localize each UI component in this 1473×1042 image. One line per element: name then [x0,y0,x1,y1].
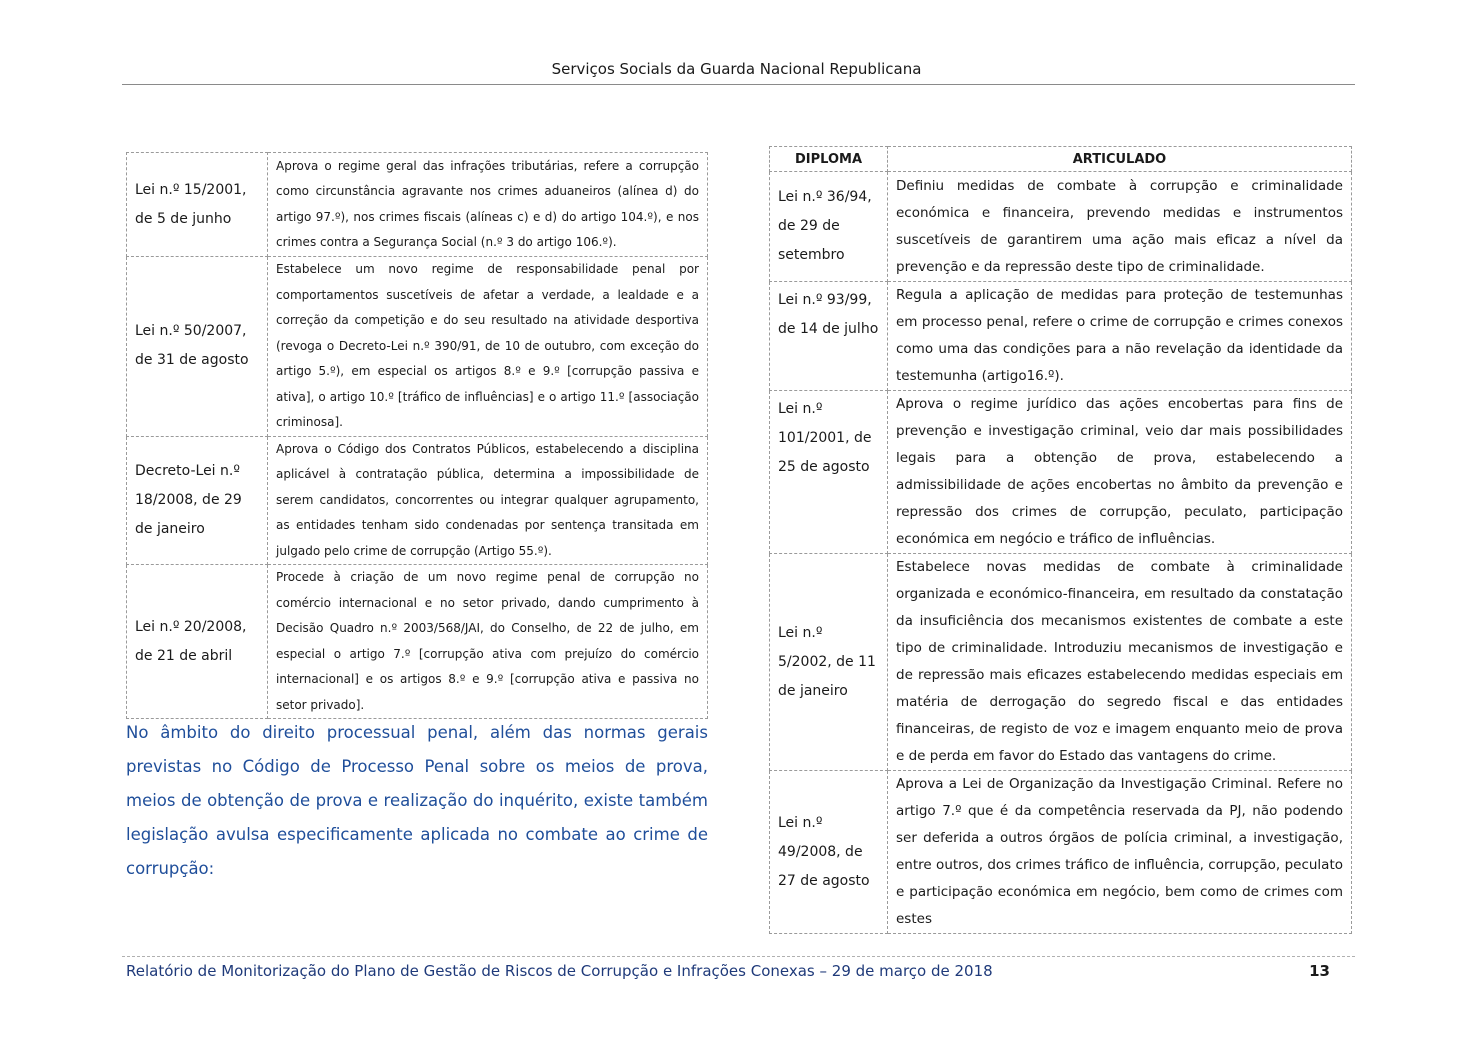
table-row [770,282,1352,391]
footer-report-title: Relatório de Monitorização do Plano de Gestão de Riscos de Corrupção e Infrações Conexas – 29 de março de 2018 [126,962,993,980]
diploma-cell: Lei n.º 20/2008, de 21 de abril [127,565,268,719]
body-paragraph: No âmbito do direito processual penal, além das normas gerais previstas no Código de Processo Penal sobre os meios de prova, meios de obtenção de prova e realização do inquérito, existe também legislação avulsa especificamente aplicada no combate ao crime de corrupção: [126,723,708,878]
diploma-cell: Lei n.º 5/2002, de 11 de janeiro [770,554,888,771]
page-header-title: Serviços Socials da Guarda Nacional Republicana [551,60,922,78]
footer-divider [122,956,1355,957]
articulado-cell: Definiu medidas de combate à corrupção e criminalidade económica e financeira, prevendo medidas e instrumentos suscetíveis de garantirem uma ação mais eficaz a nível da prevenção e da repressão deste tipo de criminalidade. [888,172,1352,282]
articulado-cell: Aprova o regime geral das infrações tributárias, refere a corrupção como circunstância agravante nos crimes aduaneiros (alínea d) do artigo 97.º), nos crimes fiscais (alíneas c) e d) do artigo 104.º), e nos crimes contra a Segurança Social (n.º 3 do artigo 106.º). [268,153,708,257]
table-row [770,771,1352,934]
table-header-row [770,147,1352,172]
table-row [127,565,708,719]
diploma-cell: Lei n.º 15/2001, de 5 de junho [127,153,268,257]
articulado-cell: Aprova o Código dos Contratos Públicos, estabelecendo a disciplina aplicável à contratação pública, determina a impossibilidade de serem candidatos, concorrentes ou integrar qualquer agrupamento, as entidades tenham sido condenadas por sentença transitada em julgado pelo crime de corrupção (Artigo 55.º). [268,436,708,565]
table-row [770,391,1352,554]
column-header-articulado: ARTICULADO [888,147,1352,172]
right-legislation-table [769,146,1352,934]
left-legislation-table [126,152,708,719]
diploma-cell: Lei n.º 49/2008, de 27 de agosto [770,771,888,934]
articulado-cell: Aprova o regime jurídico das ações encobertas para fins de prevenção e investigação criminal, veio dar mais possibilidades legais para a obtenção de prova, estabelecendo a admissibilidade de ações encobertas no âmbito da prevenção e repressão dos crimes de corrupção, peculato, participação económica em negócio e tráfico de influências. [888,391,1352,554]
diploma-cell: Decreto-Lei n.º 18/2008, de 29 de janeiro [127,436,268,565]
diploma-cell: Lei n.º 93/99, de 14 de julho [770,282,888,391]
diploma-cell: Lei n.º 101/2001, de 25 de agosto [770,391,888,554]
page-number: 13 [1309,962,1330,980]
column-header-diploma: DIPLOMA [770,147,888,172]
articulado-cell: Regula a aplicação de medidas para proteção de testemunhas em processo penal, refere o crime de corrupção e crimes conexos como uma das condições para a não revelação da identidade da testemunha (artigo16.º). [888,282,1352,391]
articulado-cell: Estabelece um novo regime de responsabilidade penal por comportamentos suscetíveis de afetar a verdade, a lealdade e a correção da competição e do seu resultado na atividade desportiva (revoga o Decreto-Lei n.º 390/91, de 10 de outubro, com exceção do artigo 5.º), em especial os artigos 8.º e 9.º [corrupção passiva e ativa], o artigo 10.º [tráfico de influências] e o artigo 11.º [associação criminosa]. [268,257,708,437]
table-row [127,436,708,565]
diploma-cell: Lei n.º 50/2007, de 31 de agosto [127,257,268,437]
articulado-cell: Estabelece novas medidas de combate à criminalidade organizada e económico-financeira, em resultado da constatação da insuficiência dos mecanismos existentes de combate a este tipo de criminalidade. Introduziu mecanismos de investigação e de repressão mais eficazes estabelecendo medidas especiais em matéria de derrogação do segredo fiscal e das entidades financeiras, de registo de voz e imagem enquanto meio de prova e de perda em favor do Estado das vantagens do crime. [888,554,1352,771]
table-row [770,172,1352,282]
diploma-cell: Lei n.º 36/94, de 29 de setembro [770,172,888,282]
table-row [127,153,708,257]
table-row [770,554,1352,771]
header-divider [122,84,1355,85]
table-row [127,257,708,437]
articulado-cell: Aprova a Lei de Organização da Investigação Criminal. Refere no artigo 7.º que é da competência reservada da PJ, não podendo ser deferida a outros órgãos de polícia criminal, a investigação, entre outros, dos crimes tráfico de influência, corrupção, peculato e participação económica em negócio, bem como de crimes com estes [888,771,1352,934]
articulado-cell: Procede à criação de um novo regime penal de corrupção no comércio internacional e no setor privado, dando cumprimento à Decisão Quadro n.º 2003/568/JAI, do Conselho, de 22 de julho, em especial o artigo 7.º [corrupção ativa com prejuízo do comércio internacional] e os artigos 8.º e 9.º [corrupção ativa e passiva no setor privado]. [268,565,708,719]
